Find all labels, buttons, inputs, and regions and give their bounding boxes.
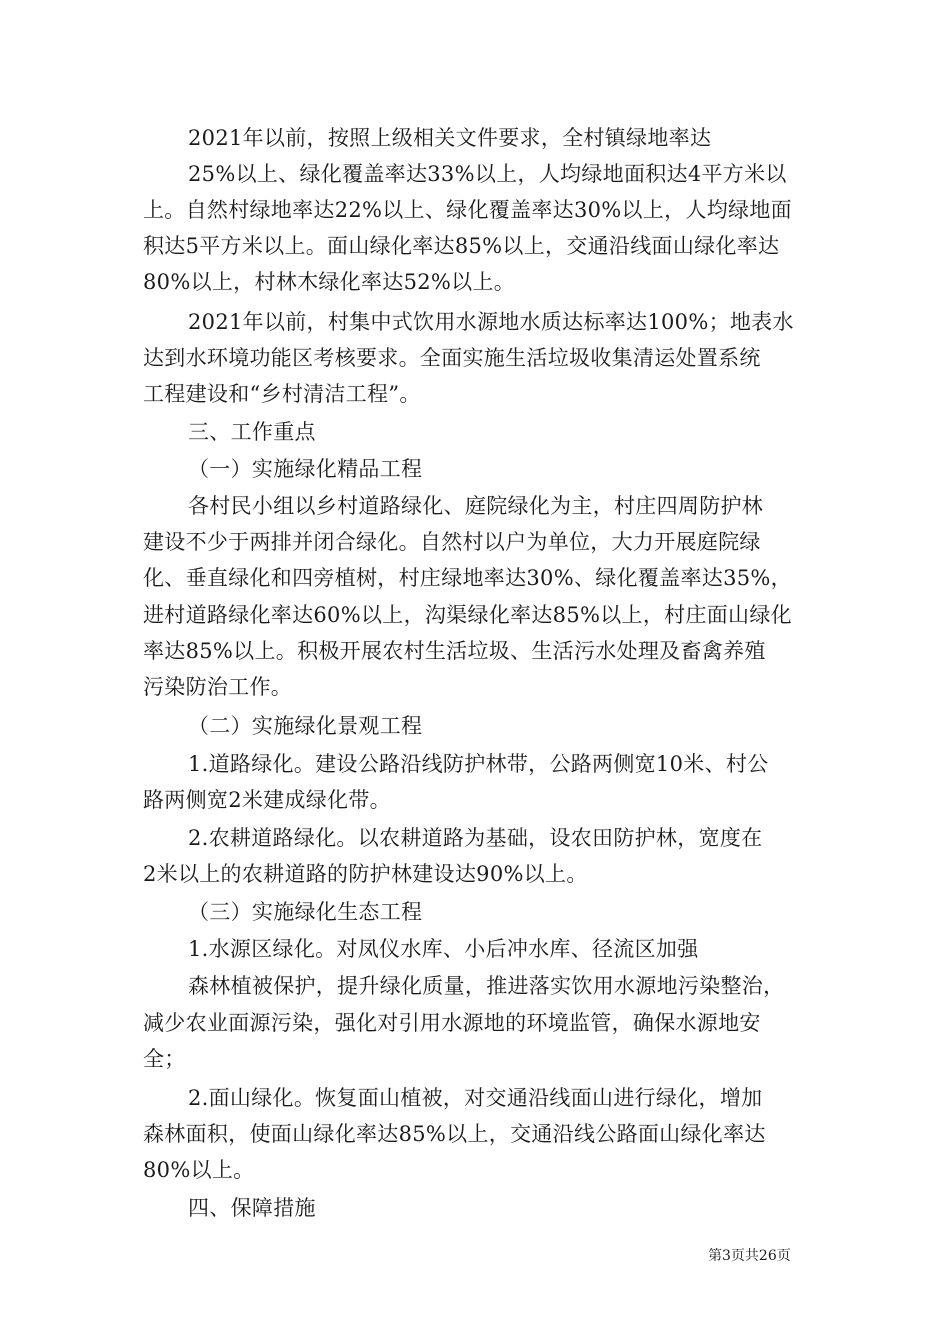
- subsection-heading: （三）实施绿化生态工程: [188, 900, 423, 924]
- paragraph-line: 率达85%以上。积极开展农村生活垃圾、生活污水处理及畜禽养殖: [143, 639, 766, 663]
- paragraph-line: 1.道路绿化。建设公路沿线防护林带，公路两侧宽10米、村公: [188, 752, 769, 776]
- paragraph-line: 80%以上，村林木绿化率达52%以上。: [143, 270, 516, 294]
- paragraph-line: 2021年以前，村集中式饮用水源地水质达标率达100%；地表水: [188, 310, 794, 334]
- paragraph-line: 森林面积，使面山绿化率达85%以上，交通沿线公路面山绿化率达: [143, 1122, 766, 1146]
- paragraph-line: 2.面山绿化。恢复面山植被，对交通沿线面山进行绿化，增加: [188, 1086, 763, 1110]
- paragraph-line: 减少农业面源污染，强化对引用水源地的环境监管，确保水源地安: [143, 1011, 761, 1035]
- paragraph-line: 上。自然村绿地率达22%以上、绿化覆盖率达30%以上，人均绿地面: [143, 198, 792, 222]
- paragraph-line: 全；: [143, 1047, 186, 1071]
- paragraph-line: 污染防治工作。: [143, 675, 293, 699]
- paragraph-line: 2021年以前，按照上级相关文件要求，全村镇绿地率达: [188, 126, 712, 150]
- subsection-heading: （二）实施绿化景观工程: [188, 714, 423, 738]
- paragraph-line: 化、垂直绿化和四旁植树，村庄绿地率达30%、绿化覆盖率达35%，: [143, 566, 792, 590]
- paragraph-line: 进村道路绿化率达60%以上，沟渠绿化率达85%以上，村庄面山绿化: [143, 603, 792, 627]
- paragraph-line: 各村民小组以乡村道路绿化、庭院绿化为主，村庄四周防护林: [188, 494, 764, 518]
- section-heading: 四、保障措施: [188, 1196, 316, 1220]
- paragraph-line: 工程建设和“乡村清洁工程”。: [143, 382, 421, 406]
- paragraph-line: 森林植被保护，提升绿化质量，推进落实饮用水源地污染整治，: [188, 974, 785, 998]
- paragraph-line: 积达5平方米以上。面山绿化率达85%以上，交通沿线面山绿化率达: [143, 234, 780, 258]
- section-heading: 三、工作重点: [188, 420, 316, 444]
- paragraph-line: 80%以上。: [143, 1158, 255, 1182]
- paragraph-line: 1.水源区绿化。对凤仪水库、小后冲水库、径流区加强: [188, 937, 699, 961]
- paragraph-line: 路两侧宽2米建成绿化带。: [143, 788, 391, 812]
- subsection-heading: （一）实施绿化精品工程: [188, 457, 423, 481]
- paragraph-line: 达到水环境功能区考核要求。全面实施生活垃圾收集清运处置系统: [143, 346, 761, 370]
- paragraph-line: 2米以上的农耕道路的防护林建设达90%以上。: [143, 862, 588, 886]
- paragraph-line: 建设不少于两排并闭合绿化。自然村以户为单位，大力开展庭院绿: [143, 530, 761, 554]
- paragraph-line: 2.农耕道路绿化。以农耕道路为基础，设农田防护林，宽度在: [188, 826, 763, 850]
- page-number-footer: 第3页共26页: [708, 1248, 791, 1264]
- paragraph-line: 25%以上、绿化覆盖率达33%以上，人均绿地面积达4平方米以: [188, 162, 787, 186]
